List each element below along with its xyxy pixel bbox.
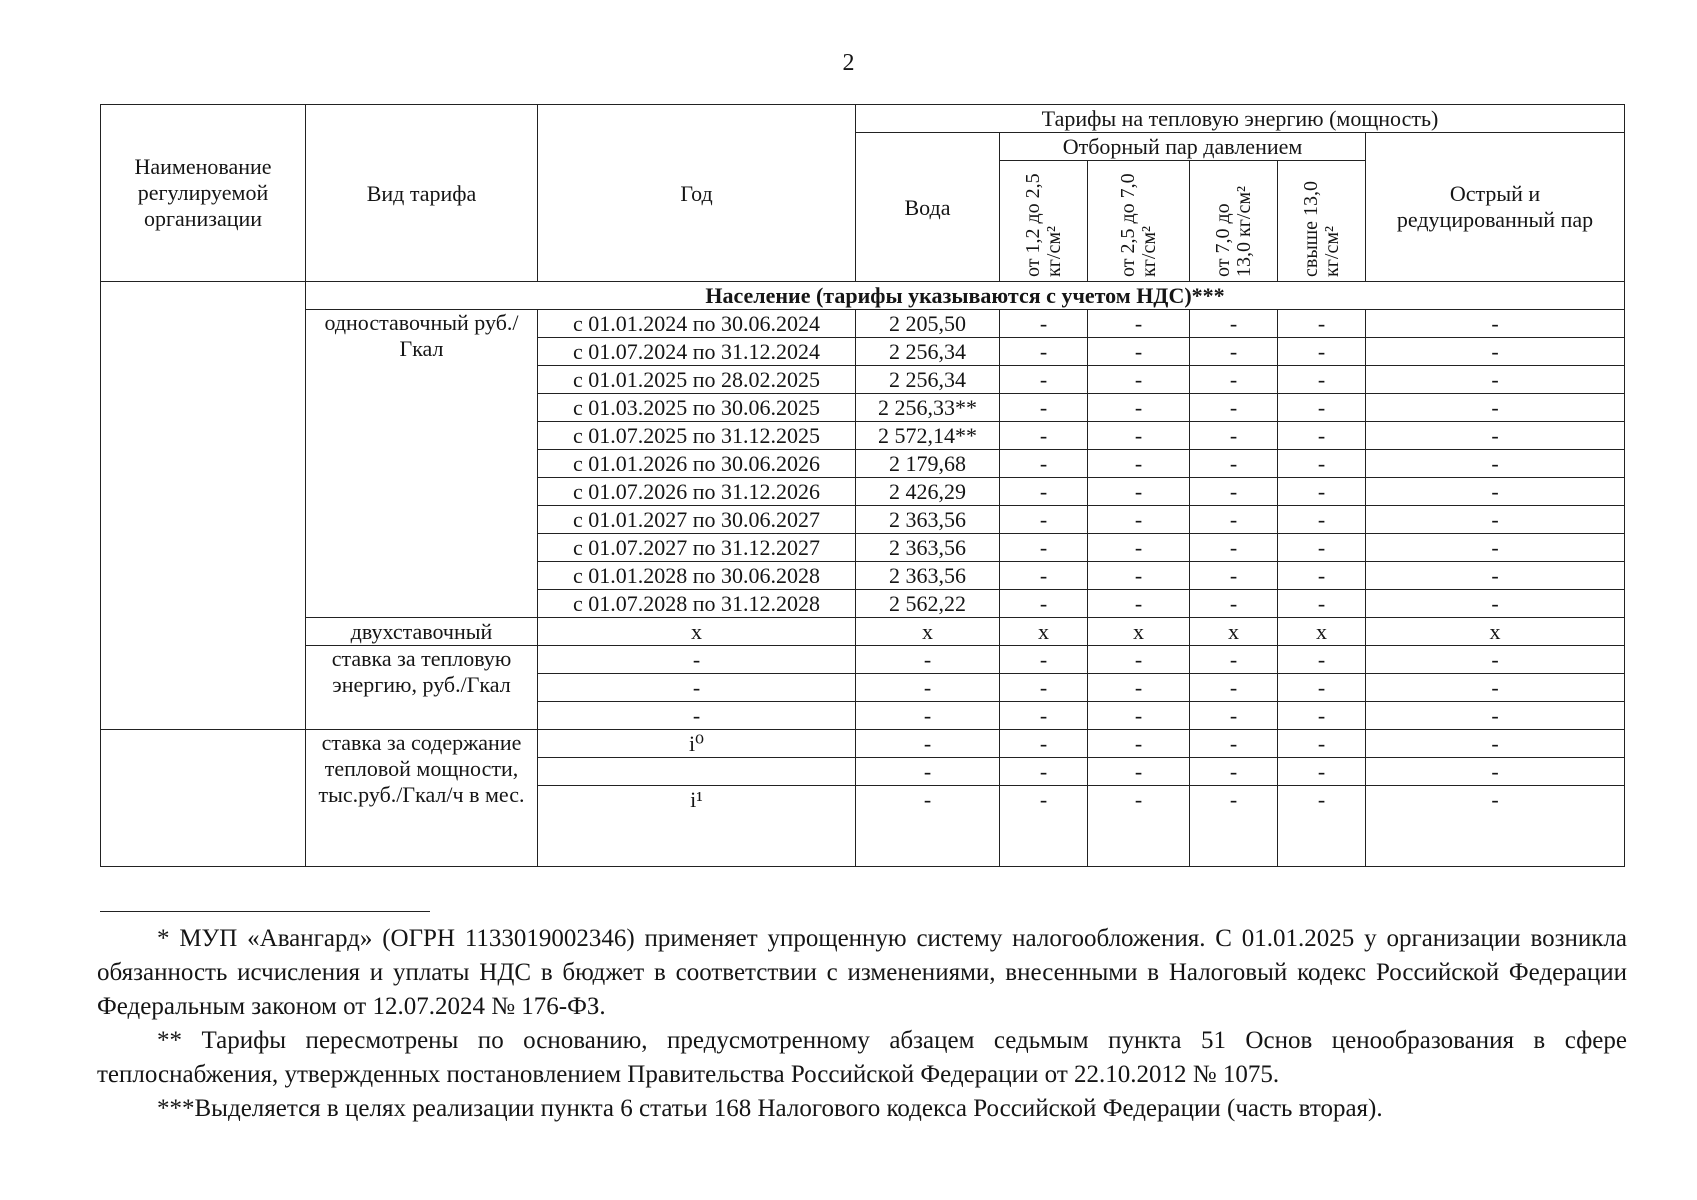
footnotes bbox=[97, 922, 1627, 1126]
header-year: Год bbox=[538, 105, 856, 282]
dash-cell: - bbox=[1000, 730, 1088, 758]
dash-cell: - bbox=[1088, 674, 1190, 702]
table-row bbox=[101, 310, 1625, 338]
dash-cell: - bbox=[856, 758, 1000, 786]
period-cell: с 01.07.2025 по 31.12.2025 bbox=[538, 422, 856, 450]
two-rate-label: двухставочный bbox=[306, 618, 538, 646]
section-title: Население (тарифы указываются с учетом НДС)*** bbox=[306, 282, 1625, 310]
water-tariff-cell: 2 426,29 bbox=[856, 478, 1000, 506]
header-steam-col bbox=[1278, 161, 1366, 282]
dash-cell: - bbox=[1000, 534, 1088, 562]
period-cell: с 01.07.2027 по 31.12.2027 bbox=[538, 534, 856, 562]
dash-cell: - bbox=[1000, 562, 1088, 590]
period-cell: с 01.01.2028 по 30.06.2028 bbox=[538, 562, 856, 590]
tariff-table bbox=[100, 104, 1625, 867]
dash-cell: - bbox=[1088, 394, 1190, 422]
dash-cell: - bbox=[856, 702, 1000, 730]
dash-cell: - bbox=[1278, 758, 1366, 786]
dash-cell: - bbox=[1088, 534, 1190, 562]
header-steam-col-label: от 2,5 до 7,0 кг/см² bbox=[1116, 173, 1160, 277]
period-cell: с 01.07.2024 по 31.12.2024 bbox=[538, 338, 856, 366]
dash-cell: - bbox=[1190, 422, 1278, 450]
dash-cell: - bbox=[1278, 450, 1366, 478]
dash-cell: - bbox=[538, 674, 856, 702]
x-cell: x bbox=[1366, 618, 1625, 646]
dash-cell: - bbox=[1190, 562, 1278, 590]
dash-cell: - bbox=[1190, 310, 1278, 338]
dash-cell: - bbox=[1366, 422, 1625, 450]
dash-cell: - bbox=[1190, 702, 1278, 730]
dash-cell: - bbox=[1000, 758, 1088, 786]
period-cell: с 01.03.2025 по 30.06.2025 bbox=[538, 394, 856, 422]
water-tariff-cell: 2 179,68 bbox=[856, 450, 1000, 478]
header-tariff-type: Вид тарифа bbox=[306, 105, 538, 282]
header-steam-group: Отборный пар давлением bbox=[1000, 133, 1366, 161]
org-name-cell bbox=[101, 282, 306, 730]
dash-cell: - bbox=[1278, 506, 1366, 534]
dash-cell: - bbox=[856, 786, 1000, 867]
dash-cell: - bbox=[1278, 702, 1366, 730]
water-tariff-cell: 2 572,14** bbox=[856, 422, 1000, 450]
water-tariff-cell: 2 205,50 bbox=[856, 310, 1000, 338]
energy-rate-label: ставка за тепловую энергию, руб./Гкал bbox=[306, 646, 538, 730]
dash-cell: - bbox=[1190, 338, 1278, 366]
dash-cell: - bbox=[856, 730, 1000, 758]
dash-cell: - bbox=[1000, 786, 1088, 867]
header-water: Вода bbox=[856, 133, 1000, 282]
header-steam-col-label: от 7,0 до 13,0 кг/см² bbox=[1211, 185, 1255, 277]
dash-cell: - bbox=[1000, 394, 1088, 422]
single-rate-label: одноставочный руб./Гкал bbox=[306, 310, 538, 618]
dash-cell: - bbox=[1000, 646, 1088, 674]
dash-cell: - bbox=[1278, 338, 1366, 366]
x-cell: x bbox=[1088, 618, 1190, 646]
dash-cell: - bbox=[1366, 646, 1625, 674]
water-tariff-cell: 2 256,34 bbox=[856, 338, 1000, 366]
period-cell: с 01.01.2025 по 28.02.2025 bbox=[538, 366, 856, 394]
header-steam-col bbox=[1000, 161, 1088, 282]
x-cell: x bbox=[538, 618, 856, 646]
dash-cell: - bbox=[1190, 590, 1278, 618]
dash-cell: - bbox=[1000, 422, 1088, 450]
dash-cell: - bbox=[1366, 450, 1625, 478]
dash-cell: - bbox=[1088, 422, 1190, 450]
dash-cell: - bbox=[1366, 534, 1625, 562]
header-tariffs-group: Тарифы на тепловую энергию (мощность) bbox=[856, 105, 1625, 133]
water-tariff-cell: 2 256,33** bbox=[856, 394, 1000, 422]
dash-cell: - bbox=[1190, 394, 1278, 422]
dash-cell: - bbox=[1278, 422, 1366, 450]
dash-cell: - bbox=[856, 646, 1000, 674]
dash-cell: - bbox=[1190, 450, 1278, 478]
dash-cell: - bbox=[1366, 394, 1625, 422]
dash-cell: - bbox=[1190, 506, 1278, 534]
dash-cell: - bbox=[1000, 506, 1088, 534]
dash-cell: - bbox=[1366, 366, 1625, 394]
dash-cell: - bbox=[1088, 450, 1190, 478]
dash-cell: - bbox=[1278, 310, 1366, 338]
dash-cell: - bbox=[1278, 646, 1366, 674]
dash-cell: - bbox=[1278, 674, 1366, 702]
dash-cell: - bbox=[1190, 478, 1278, 506]
header-steam-col-label: свыше 13,0 кг/см² bbox=[1299, 180, 1343, 277]
dash-cell: - bbox=[1088, 646, 1190, 674]
dash-cell: - bbox=[856, 674, 1000, 702]
water-tariff-cell: 2 562,22 bbox=[856, 590, 1000, 618]
dash-cell: - bbox=[1366, 758, 1625, 786]
dash-cell: - bbox=[1366, 730, 1625, 758]
dash-cell: - bbox=[1278, 534, 1366, 562]
dash-cell: - bbox=[1278, 562, 1366, 590]
x-cell: x bbox=[856, 618, 1000, 646]
capacity-year-mark: i⁰ bbox=[538, 730, 856, 758]
dash-cell: - bbox=[1366, 478, 1625, 506]
dash-cell: - bbox=[1088, 702, 1190, 730]
dash-cell: - bbox=[1088, 338, 1190, 366]
dash-cell: - bbox=[1000, 590, 1088, 618]
header-steam-col-label: от 1,2 до 2,5 кг/см² bbox=[1021, 173, 1065, 277]
dash-cell: - bbox=[1088, 562, 1190, 590]
dash-cell: - bbox=[1000, 310, 1088, 338]
period-cell: с 01.07.2028 по 31.12.2028 bbox=[538, 590, 856, 618]
dash-cell: - bbox=[1278, 590, 1366, 618]
capacity-rate-label: ставка за содержание тепловой мощности, тыс.руб./Гкал/ч в мес. bbox=[306, 730, 538, 867]
dash-cell: - bbox=[1088, 758, 1190, 786]
dash-cell: - bbox=[1278, 366, 1366, 394]
x-cell: x bbox=[1190, 618, 1278, 646]
dash-cell: - bbox=[1366, 590, 1625, 618]
dash-cell: - bbox=[1190, 366, 1278, 394]
capacity-year-mark: i¹ bbox=[538, 786, 856, 867]
dash-cell: - bbox=[1366, 562, 1625, 590]
dash-cell: - bbox=[1088, 786, 1190, 867]
dash-cell: - bbox=[1366, 310, 1625, 338]
period-cell: с 01.01.2027 по 30.06.2027 bbox=[538, 506, 856, 534]
dash-cell: - bbox=[1278, 730, 1366, 758]
dash-cell: - bbox=[1088, 506, 1190, 534]
header-steam-col bbox=[1190, 161, 1278, 282]
dash-cell: - bbox=[538, 702, 856, 730]
x-cell: x bbox=[1278, 618, 1366, 646]
water-tariff-cell: 2 363,56 bbox=[856, 534, 1000, 562]
dash-cell: - bbox=[1278, 786, 1366, 867]
dash-cell: - bbox=[1190, 646, 1278, 674]
header-org: Наименование регулируемой организации bbox=[101, 105, 306, 282]
dash-cell: - bbox=[538, 646, 856, 674]
period-cell: с 01.01.2024 по 30.06.2024 bbox=[538, 310, 856, 338]
dash-cell: - bbox=[1278, 478, 1366, 506]
dash-cell: - bbox=[1000, 366, 1088, 394]
capacity-year-mark bbox=[538, 758, 856, 786]
dash-cell: - bbox=[1366, 786, 1625, 867]
dash-cell: - bbox=[1088, 590, 1190, 618]
dash-cell: - bbox=[1190, 730, 1278, 758]
footnote-1: * МУП «Авангард» (ОГРН 1133019002346) применяет упрощенную систему налогообложения. С 01.01.2025 у организации возникла обязанность исчисления и уплаты НДС в бюджет в соответствии с изменениями, внесенными в Налоговый кодекс Российской Федерации Федеральным законом от 12.07.2024 № 176-ФЗ. bbox=[97, 925, 1627, 1020]
dash-cell: - bbox=[1366, 338, 1625, 366]
dash-cell: - bbox=[1088, 730, 1190, 758]
water-tariff-cell: 2 363,56 bbox=[856, 562, 1000, 590]
dash-cell: - bbox=[1000, 478, 1088, 506]
dash-cell: - bbox=[1366, 506, 1625, 534]
dash-cell: - bbox=[1366, 674, 1625, 702]
footnote-2: ** Тарифы пересмотрены по основанию, предусмотренному абзацем седьмым пункта 51 Основ ценообразования в сфере теплоснабжения, утвержденных постановлением Правительства Российской Федерации от 22.10.2012 № 1075. bbox=[97, 1027, 1627, 1088]
dash-cell: - bbox=[1088, 310, 1190, 338]
dash-cell: - bbox=[1278, 394, 1366, 422]
period-cell: с 01.07.2026 по 31.12.2026 bbox=[538, 478, 856, 506]
dash-cell: - bbox=[1190, 786, 1278, 867]
period-cell: с 01.01.2026 по 30.06.2026 bbox=[538, 450, 856, 478]
water-tariff-cell: 2 363,56 bbox=[856, 506, 1000, 534]
dash-cell: - bbox=[1000, 674, 1088, 702]
dash-cell: - bbox=[1190, 534, 1278, 562]
dash-cell: - bbox=[1366, 702, 1625, 730]
dash-cell: - bbox=[1088, 366, 1190, 394]
dash-cell: - bbox=[1088, 478, 1190, 506]
water-tariff-cell: 2 256,34 bbox=[856, 366, 1000, 394]
org-name-cell-lower bbox=[101, 730, 306, 867]
footnote-3: ***Выделяется в целях реализации пункта 6 статьи 168 Налогового кодекса Российской Федерации (часть вторая). bbox=[157, 1095, 1383, 1122]
header-sharp-steam: Острый и редуцированный пар bbox=[1366, 133, 1625, 282]
page-number: 2 bbox=[842, 50, 855, 76]
dash-cell: - bbox=[1000, 338, 1088, 366]
dash-cell: - bbox=[1190, 758, 1278, 786]
dash-cell: - bbox=[1000, 702, 1088, 730]
footnote-separator bbox=[100, 911, 430, 912]
header-steam-col bbox=[1088, 161, 1190, 282]
dash-cell: - bbox=[1190, 674, 1278, 702]
dash-cell: - bbox=[1000, 450, 1088, 478]
x-cell: x bbox=[1000, 618, 1088, 646]
